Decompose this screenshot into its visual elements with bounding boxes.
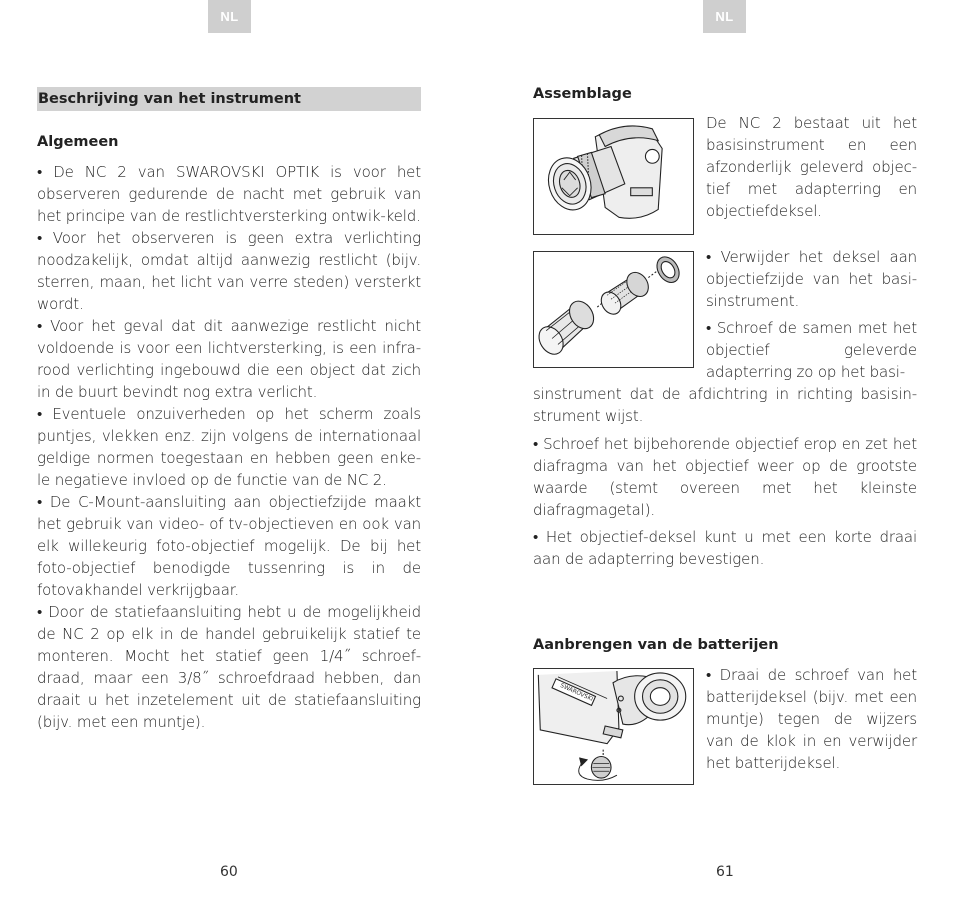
battery-cover-drawing [534,669,693,784]
device-drawing [534,119,693,234]
paragraph: • Voor het geval dat dit aanwezige restlicht nicht voldoende is voor een lichtversterking, is een infra-rood verlichting ingebouwd die een object dat zich in de buurt bevindt nog extra verlicht. [37,317,421,401]
paragraph: • Voor het observeren is geen extra verlichting noodzakelijk, omdat altijd aanwezig restlicht (bijv. sterren, maan, het licht van verre steden) versterkt wordt. [37,229,421,313]
device-illustration [533,118,694,235]
step-screw-objective: • Schroef het bijbehorende objectief erop en zet het diafragma van het objectief weer op de grootste waarde (stemt overeen met het kleinste diafragmagetal). [533,435,917,519]
right-page [477,0,954,917]
assembly-intro: De NC 2 bestaat uit het basisinstrument en een afzonderlijk geleverd objec-tief met adapterring en objectiefdeksel. [706,114,917,220]
language-tab-right: NL [703,0,746,33]
general-description [37,161,421,733]
section-title: Beschrijving van het instrument [37,87,421,111]
battery-cover-illustration [533,668,694,785]
step-screw-adapter-continued: sinstrument dat de afdichtring in richting basisin-strument wijst. [533,385,917,425]
paragraph: • Eventuele onzuiverheden op het scherm zoals puntjes, vlekken enz. zijn volgens de internationaal geldige normen toegestaan en hebben geen enke-le negatieve invloed op de functie van de NC 2. [37,405,421,489]
step-remove-cap: • Verwijder het deksel aan objectiefzijde van het basi-sinstrument. [706,248,917,310]
paragraph: • De NC 2 van SWAROVSKI OPTIK is voor het observeren gedurende de nacht met gebruik van het principe van de restlichtversterking ontwik-keld. [37,163,421,225]
device-brand-label: SWAROVSKI [559,683,594,703]
battery-instructions: • Draai de schroef van het batterijdeksel (bijv. met een muntje) tegen de wijzers van de klok in en verwijder het batterijdeksel. [706,666,917,772]
heading-batteries: Aanbrengen van de batterijen [533,637,779,653]
paragraph: • Door de statiefaansluiting hebt u de mogelijkheid de NC 2 op elk in de handel gebruikelijk statief te monteren. Mocht het statief geen 1/4˝ schroef-draad, maar een 3/8˝ schroefdraad hebben, dan draait u het inzetelement uit de statiefaansluiting (bijv. met een muntje). [37,603,421,731]
subheading-algemeen: Algemeen [37,134,119,150]
heading-assemblage: Assemblage [533,86,632,102]
lens-assembly-illustration [533,251,694,368]
language-tab-left: NL [208,0,251,33]
step-attach-lens-cap: • Het objectief-deksel kunt u met een korte draai aan de adapterring bevestigen. [533,528,917,568]
lens-assembly-drawing [534,252,693,367]
page-number-right: 61 [716,864,734,880]
paragraph: • De C-Mount-aansluiting aan objectiefzijde maakt het gebruik van video- of tv-objectieven en ook van elk willekeurig foto-objectief mogelijk. De bij het foto-objectief benodigde tussenring is in de fotovakhandel verkrijgbaar. [37,493,421,599]
page-number-left: 60 [220,864,238,880]
step-screw-adapter: • Schroef de samen met het objectief geleverde adapterring zo op het basi- [706,319,917,381]
